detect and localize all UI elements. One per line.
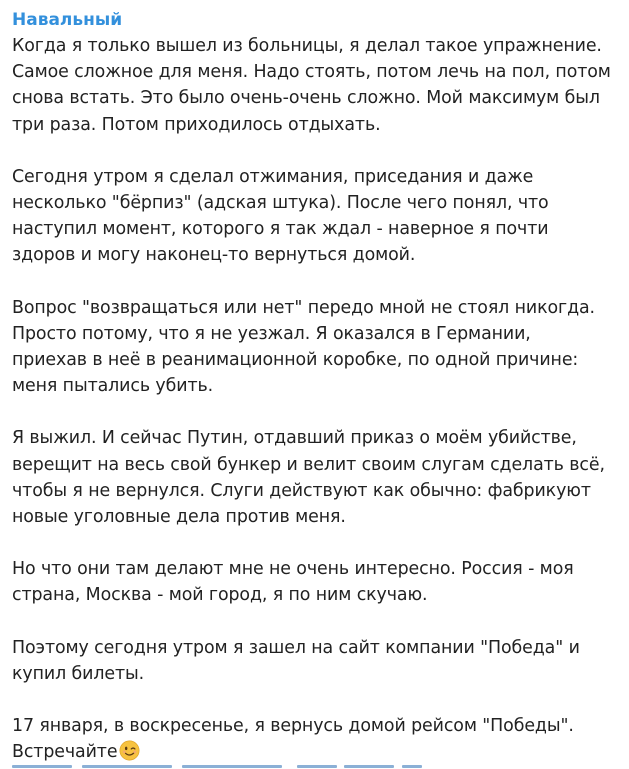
post-paragraph-2: Сегодня утром я сделал отжимания, приседания и даже несколько "бёрпиз" (адская штука). После чего понял, что наступил момент, которого я так ждал - наверное я почти здоров и могу наконец-то вернуться домой. (12, 166, 549, 266)
post-paragraph-4: Я выжил. И сейчас Путин, отдавший приказ о моём убийстве, верещит на весь свой бункер и велит своим слугам сделать всё, чтобы я не вернулся. Слуги действуют как обычно: фабрикуют новые уголовные дела против меня. (12, 428, 605, 528)
post-paragraph-5: Но что они там делают мне не очень интересно. Россия - моя страна, Москва - мой город, я по ним скучаю. (12, 559, 574, 606)
post-paragraph-7-line-1: 17 января, в воскресенье, я вернусь домой рейсом "Победы". (12, 716, 574, 737)
post-paragraph-1: Когда я только вышел из больницы, я делал такое упражнение. Самое сложное для меня. Надо стоять, потом лечь на пол, потом снова встать. Это было очень-очень сложно. Мой максимум был три раза. Потом приходилось отдыхать. (12, 36, 611, 135)
post-paragraph-7-line-2: Встречайте (12, 742, 118, 763)
post-paragraph-6: Поэтому сегодня утром я зашел на сайт компании "Победа" и купил билеты. (12, 637, 580, 684)
post-paragraph-3: Вопрос "возвращаться или нет" передо мной не стоял никогда. Просто потому, что я не уезжал. Я оказался в Германии, приехав в неё в реанимационной коробке, по одной причине: меня пытались убить. (12, 297, 595, 397)
winking-face-emoji-icon (119, 740, 140, 761)
channel-author-name[interactable]: Навальный (12, 10, 123, 30)
cropped-link-line[interactable] (12, 762, 452, 769)
post-paragraph-7 (12, 713, 624, 765)
telegram-post (12, 8, 624, 765)
